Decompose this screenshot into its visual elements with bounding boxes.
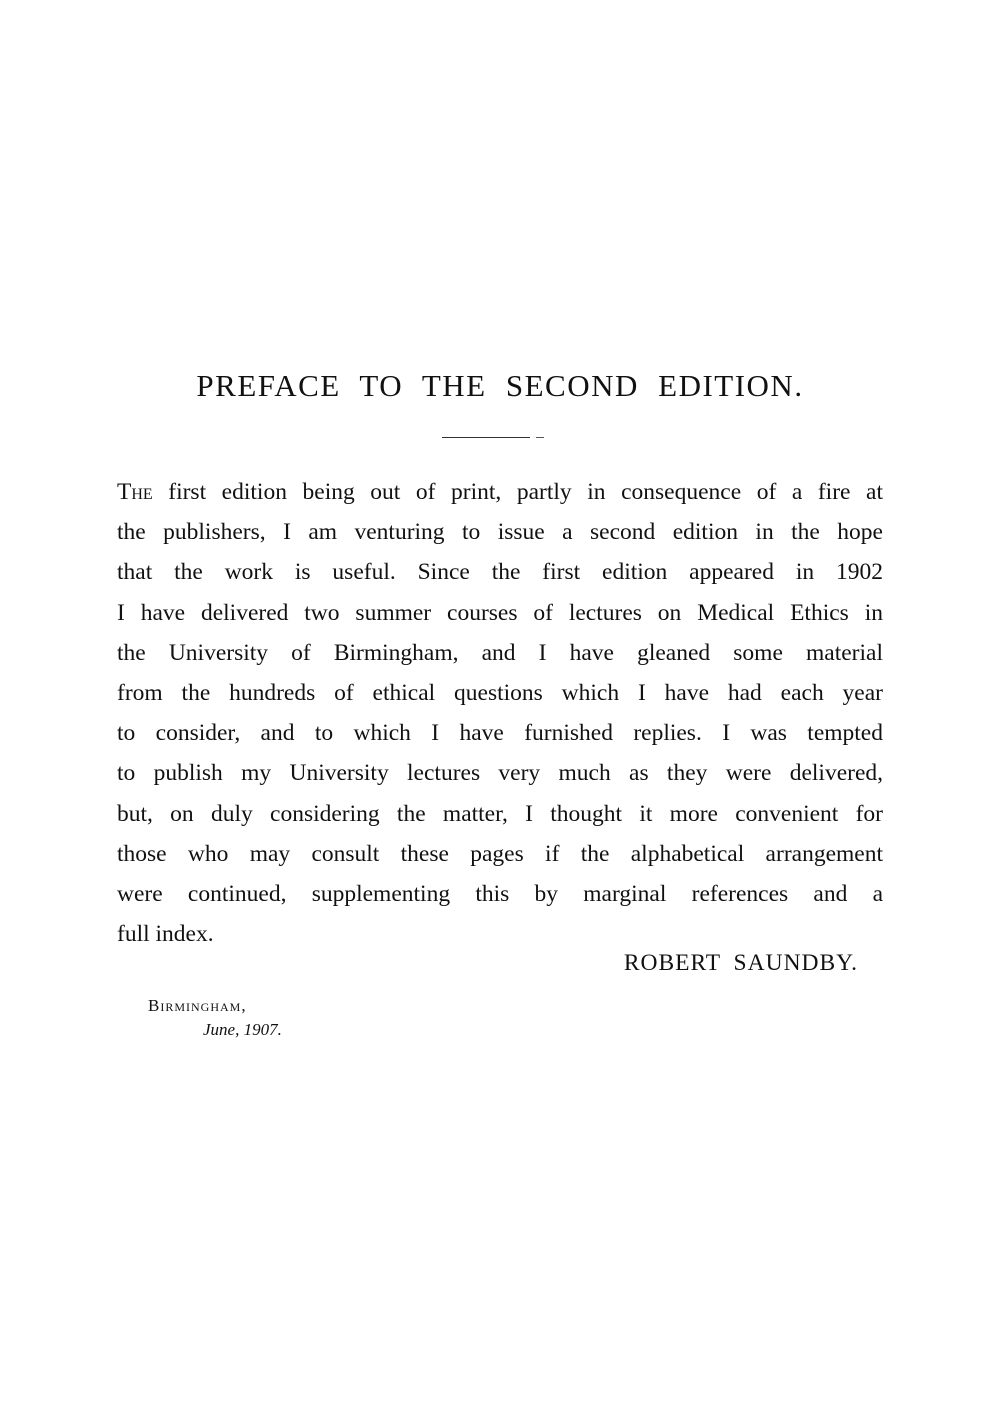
date-line: June, 1907. — [203, 1020, 282, 1039]
paragraph-line: from the hundreds of ethical questions which I have had each year — [117, 679, 883, 706]
paragraph-lead-word: The — [117, 479, 153, 505]
paragraph-line: the University of Birmingham, and I have gleaned some material — [117, 639, 883, 666]
title-divider-dash — [536, 437, 544, 438]
paragraph-line: but, on duly considering the matter, I thought it more convenient for — [117, 800, 883, 827]
paragraph-line: The first edition being out of print, partly in consequence of a fire at — [117, 479, 883, 505]
paragraph-line: those who may consult these pages if the alphabetical arrangement — [117, 840, 883, 867]
place-line: Birmingham, — [148, 996, 247, 1015]
paragraph-line: to consider, and to which I have furnished replies. I was tempted — [117, 720, 883, 747]
paragraph-line: to publish my University lectures very much as they were delivered, — [117, 760, 883, 787]
paragraph-line: full index. — [117, 921, 214, 948]
page-title: PREFACE TO THE SECOND EDITION. — [196, 368, 804, 403]
paragraph-line: the publishers, I am venturing to issue a second edition in the hope — [117, 519, 883, 546]
preface-paragraph — [117, 472, 883, 954]
title-divider — [442, 437, 530, 438]
paragraph-line: were continued, supplementing this by marginal references and a — [117, 880, 883, 907]
paragraph-line: I have delivered two summer courses of lectures on Medical Ethics in — [117, 599, 883, 626]
paragraph-line: that the work is useful. Since the first edition appeared in 1902 — [117, 559, 883, 586]
author-signature: ROBERT SAUNDBY. — [623, 950, 858, 976]
